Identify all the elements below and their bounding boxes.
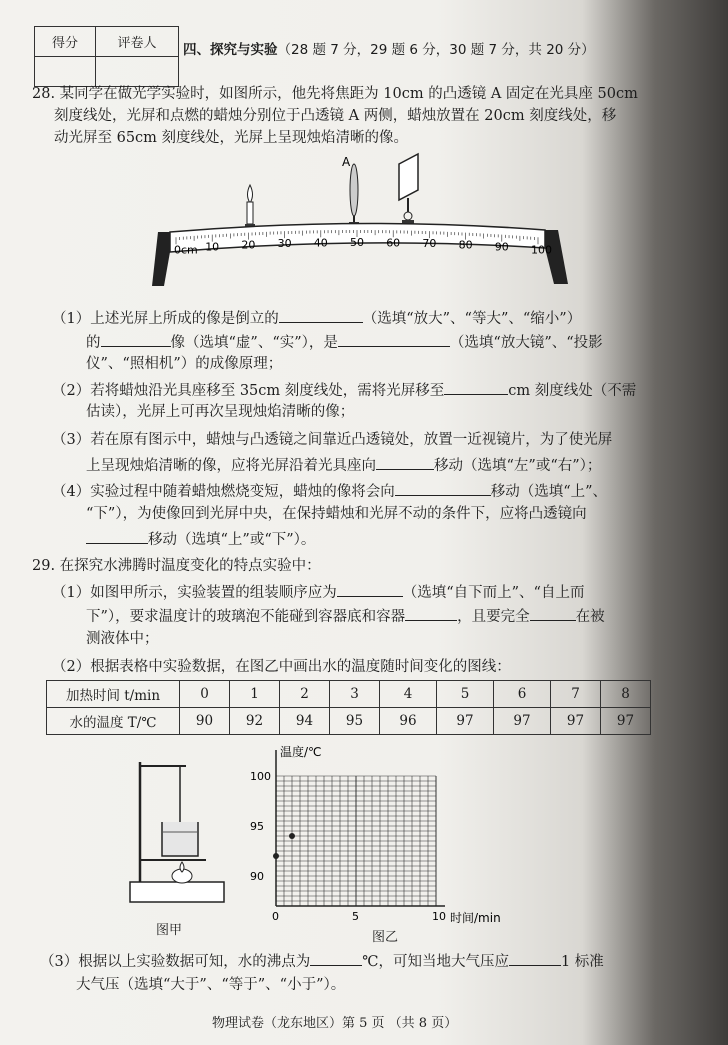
q28-s4-text-c: “下”），为使像回到光屏中央，在保持蜡烛和光屏不动的条件下，应将凸透镜向	[86, 506, 587, 522]
ruler-label: 70	[422, 237, 437, 251]
table-cell: 8	[601, 681, 651, 708]
grader-label: 评卷人	[96, 27, 179, 57]
q28-s3-line2	[86, 454, 601, 477]
table-cell: 97	[494, 708, 551, 735]
q28-line3: 动光屏至 65cm 刻度线处，光屏上呈现烛焰清晰的像。	[54, 130, 409, 146]
y-tick-label: 90	[250, 870, 264, 883]
q29-s1-line1	[52, 581, 584, 604]
q28-s2-text-a: （2）若将蜡烛沿光具座移至 35cm 刻度线处，需将光屏移至	[52, 383, 445, 399]
temperature-graph	[240, 744, 520, 940]
q28-s2-line1	[52, 379, 636, 402]
table-cell: 97	[437, 708, 494, 735]
bench-right-leg	[545, 230, 568, 284]
table-cell: 1	[230, 681, 280, 708]
section-heading	[183, 38, 595, 58]
candle-icon	[245, 185, 255, 228]
q29-s1-blank2[interactable]	[405, 605, 457, 621]
q29-s3-blank2[interactable]	[509, 950, 561, 966]
ruler-label: 40	[313, 236, 328, 250]
x-axis-label: 时间/min	[450, 911, 501, 925]
table-cell: 2	[280, 681, 330, 708]
q29-s1-blank3[interactable]	[530, 605, 576, 621]
table-cell: 97	[551, 708, 601, 735]
table-cell: 5	[437, 681, 494, 708]
q29-s3-line1	[40, 950, 604, 973]
table-cell: 92	[230, 708, 280, 735]
q28-s1-line1	[52, 307, 581, 330]
q28-s2-text-c: 估读），光屏上可再次呈现烛焰清晰的像；	[86, 404, 355, 420]
ruler-label: 80	[458, 238, 473, 252]
table-cell: 6	[494, 681, 551, 708]
flame-icon	[180, 862, 184, 872]
table-cell: 7	[551, 681, 601, 708]
table-cell: 94	[280, 708, 330, 735]
q28-s4-blank1[interactable]	[395, 480, 491, 496]
table-cell: 95	[330, 708, 380, 735]
q28-s1-line2	[86, 331, 603, 354]
ruler-label: 10	[205, 240, 220, 254]
q29-s3-text-c: 1 标准	[560, 954, 604, 970]
table-cell: 96	[380, 708, 437, 735]
q29-s1-text-a: （1）如图甲所示，实验装置的组装顺序应为	[52, 585, 337, 601]
q28-s1-blank1[interactable]	[279, 307, 363, 323]
q28-s3-text-c: 移动（选填“左”或“右”）；	[434, 458, 602, 474]
data-point	[273, 853, 279, 859]
q28-s2-text-b: cm 刻度线处（不需	[508, 383, 637, 399]
q28-s4-text-d: 移动（选填“上”或“下”）。	[148, 532, 316, 548]
fig-b-caption: 图乙	[372, 930, 399, 945]
q29-s3-text-b: ℃，可知当地大气压应	[362, 954, 509, 970]
q28-s1-blank2[interactable]	[101, 331, 171, 347]
q29-s3-text-a: （3）根据以上实验数据可知，水的沸点为	[40, 954, 311, 970]
y-tick-label: 95	[250, 820, 264, 833]
x-tick-label: 5	[352, 910, 359, 923]
ruler-label: 90	[494, 240, 509, 254]
q29-s1-text-b: （选填“自下而上”、“自上而	[402, 585, 585, 601]
grader-cell	[96, 57, 179, 87]
q28-s4-line1	[52, 480, 607, 503]
q29-s1-line2	[86, 605, 605, 628]
convex-lens-icon	[342, 155, 359, 227]
section-title: 四、探究与实验	[183, 42, 278, 58]
y-tick-label: 100	[250, 770, 271, 783]
q29-s3-blank1[interactable]	[310, 950, 362, 966]
q28-s1-text-c: 的	[86, 335, 101, 351]
q28-s3-text-b: 上呈现烛焰清晰的像，应将光屏沿着光具座向	[86, 458, 376, 474]
ruler-label: 30	[277, 237, 292, 251]
q28-s1-text-f: 仪”、“照相机”）的成像原理；	[86, 356, 283, 372]
q28-s4-line3	[86, 528, 315, 551]
beaker-icon	[162, 822, 198, 856]
q29-s1-text-e: 在被	[575, 609, 605, 625]
page-footer: 物理试卷（龙东地区）第 5 页 （共 8 页）	[212, 1016, 458, 1031]
q28-s1-text-b: （选填“放大”、“等大”、“缩小”）	[362, 311, 582, 327]
y-axis-label: 温度/℃	[280, 745, 322, 759]
q28-s4-text-b: 移动（选填“上”、	[490, 484, 608, 500]
q28-s1-text-a: （1）上述光屏上所成的像是倒立的	[52, 311, 279, 327]
q29-s1-text-d: ，且要完全	[457, 609, 530, 625]
fig-a-caption: 图甲	[156, 923, 183, 938]
table-cell: 4	[380, 681, 437, 708]
q28-s2-blank[interactable]	[444, 379, 508, 395]
q29-line1: 29. 在探究水沸腾时温度变化的特点实验中：	[32, 558, 321, 574]
apparatus-figure	[122, 752, 232, 912]
bench-left-leg	[152, 232, 170, 286]
lens-label: A	[342, 155, 351, 169]
q29-s2-text: （2）根据表格中实验数据，在图乙中画出水的温度随时间变化的图线：	[52, 659, 511, 675]
table-row-label: 水的温度 T/℃	[47, 708, 180, 735]
x-tick-label: 0	[272, 910, 279, 923]
table-cell: 90	[180, 708, 230, 735]
score-label: 得分	[35, 27, 96, 57]
table-row-label: 加热时间 t/min	[47, 681, 180, 708]
table-row-temp	[47, 708, 651, 735]
q28-s3-blank[interactable]	[376, 454, 434, 470]
table-cell: 3	[330, 681, 380, 708]
q28-line1: 28. 某同学在做光学实验时，如图所示，他先将焦距为 10cm 的凸透镜 A 固定在光具座 50cm	[32, 86, 638, 102]
q28-s3-text-a: （3）若在原有图示中，蜡烛与凸透镜之间靠近凸透镜处，放置一近视镜片，为了使光屏	[52, 432, 613, 448]
ruler-label: 0cm	[174, 243, 198, 257]
q28-line2: 刻度线处，光屏和点燃的蜡烛分别位于凸透镜 A 两侧，蜡烛放置在 20cm 刻度线处，移	[54, 108, 617, 124]
ruler-label: 60	[386, 236, 401, 250]
ruler-label: 100	[531, 243, 552, 257]
ruler-label: 50	[350, 236, 364, 249]
q28-s1-text-d: 像（选填“虚”、“实”），是	[170, 335, 338, 351]
q29-s1-blank1[interactable]	[337, 581, 403, 597]
table-row-time	[47, 681, 651, 708]
score-cell	[35, 57, 96, 87]
table-cell: 0	[180, 681, 230, 708]
optical-bench-figure	[150, 150, 570, 290]
q28-s4-blank2[interactable]	[86, 528, 148, 544]
light-screen-icon	[399, 154, 418, 226]
q28-s1-text-e: （选填“放大镜”、“投影	[449, 335, 603, 351]
ruler-label: 20	[241, 238, 256, 252]
apparatus-base	[130, 882, 224, 902]
q29-s1-text-c: 下”），要求温度计的玻璃泡不能碰到容器底和容器	[86, 609, 406, 625]
section-points: （28 题 7 分，29 题 6 分，30 题 7 分，共 20 分）	[277, 42, 595, 58]
q28-s1-blank3[interactable]	[338, 331, 450, 347]
q29-s1-text-f: 测液体中；	[86, 631, 159, 647]
table-cell: 97	[601, 708, 651, 735]
score-table	[34, 26, 179, 87]
x-tick-label: 10	[432, 910, 446, 923]
data-table	[46, 680, 651, 735]
data-point	[289, 833, 295, 839]
q28-s4-text-a: （4）实验过程中随着蜡烛燃烧变短，蜡烛的像将会向	[52, 484, 395, 500]
q29-s3-text-d: 大气压（选填“大于”、“等于”、“小于”）。	[76, 977, 346, 993]
graph-grid	[276, 776, 436, 906]
